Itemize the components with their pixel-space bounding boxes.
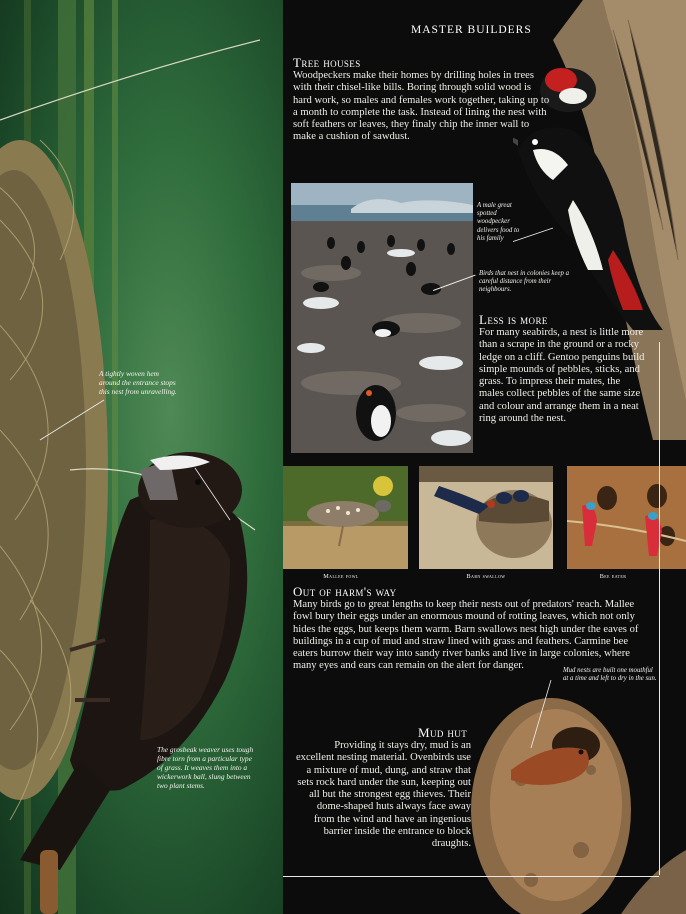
- running-head: MASTER BUILDERS: [411, 24, 532, 36]
- tree-houses-body: Woodpeckers make their homes by drilling holes in trees with their chisel-like bills. Boring through solid wood is hard work, so males and females work together, taking up to a month to complete the task. Instead of lining the nest with soft feathers or leaves, they finaly chip the inner wall to make a cushion of sawdust.: [293, 70, 550, 143]
- mud-hut-body: Providing it stays dry, mud is an excellent nesting material. Ovenbirds use a mixture of mud, dung, and straw that sets rock hard under the sun, keeping out all but the strongest egg thieves. Their dome-shaped huts always face away from the wind and have an ingenious barrier inside the entrance to block draughts.: [295, 740, 471, 850]
- barn-swallow-label: Barn swallow: [466, 573, 506, 580]
- less-is-more-heading: Less is more: [479, 312, 548, 327]
- tree-houses-heading: Tree houses: [293, 55, 361, 70]
- barn-swallow-photo: [419, 466, 553, 569]
- frame-rule-right: [659, 342, 660, 875]
- less-is-more-body: For many seabirds, a nest is little more than a scrape in the ground or a rocky ledge on a cliff. Gentoo penguins build simple mounds of pebbles, sticks, and grass. To impress their mates, the males collect pebbles of the same size and colour and arrange them in a neat ring around the nest.: [479, 327, 645, 425]
- penguin-illustration: [291, 183, 473, 453]
- penguin-colony-photo: [291, 183, 473, 453]
- bee-eater-illustration: [567, 466, 686, 569]
- bee-eater-photo: [567, 466, 686, 569]
- woodpecker-caption: A male great spotted woodpecker delivers food to his family: [477, 202, 520, 242]
- bee-eater-label: Bee eater: [599, 573, 627, 580]
- mud-nest-caption: Mud nests are built one mouthful at a time and left to dry in the sun.: [563, 667, 657, 683]
- frame-rule-bottom: [283, 876, 659, 877]
- barn-swallow-illustration: [419, 466, 553, 569]
- out-of-harms-way-body: Many birds go to great lengths to keep their nests out of predators' reach. Mallee fowl bury their eggs under an enormous mound of rotting leaves, which not only hides the eggs, but keeps them warm. Barn swallows nest high under the eaves of buildings in a cup of mud and straw lined with grass and feathers. Carmine bee eaters burrow their way into sandy river banks and live in large colonies, where many eyes and ears can remain on the alert for danger.: [293, 599, 639, 672]
- weaver-hem-caption: A tightly woven hem around the entrance stops this nest from unravelling.: [99, 369, 177, 396]
- penguin-caption: Birds that nest in colonies keep a careful distance from their neighbours.: [479, 270, 569, 294]
- weaver-photo: [0, 0, 283, 914]
- mud-hut-heading: Mud hut: [418, 725, 468, 740]
- mallee-fowl-label: Mallee fowl: [323, 573, 359, 580]
- mallee-fowl-photo: [283, 466, 408, 569]
- mallee-fowl-illustration: [283, 466, 408, 569]
- ovenbird-nest-photo: [471, 680, 686, 914]
- weaver-grass-caption: The grosbeak weaver uses tough fibre torn from a particular type of grass. It weaves them into a wickerwork ball, slung between two plant stems.: [157, 745, 254, 790]
- out-of-harms-way-heading: Out of harm's way: [293, 584, 397, 599]
- article-page: [283, 0, 686, 914]
